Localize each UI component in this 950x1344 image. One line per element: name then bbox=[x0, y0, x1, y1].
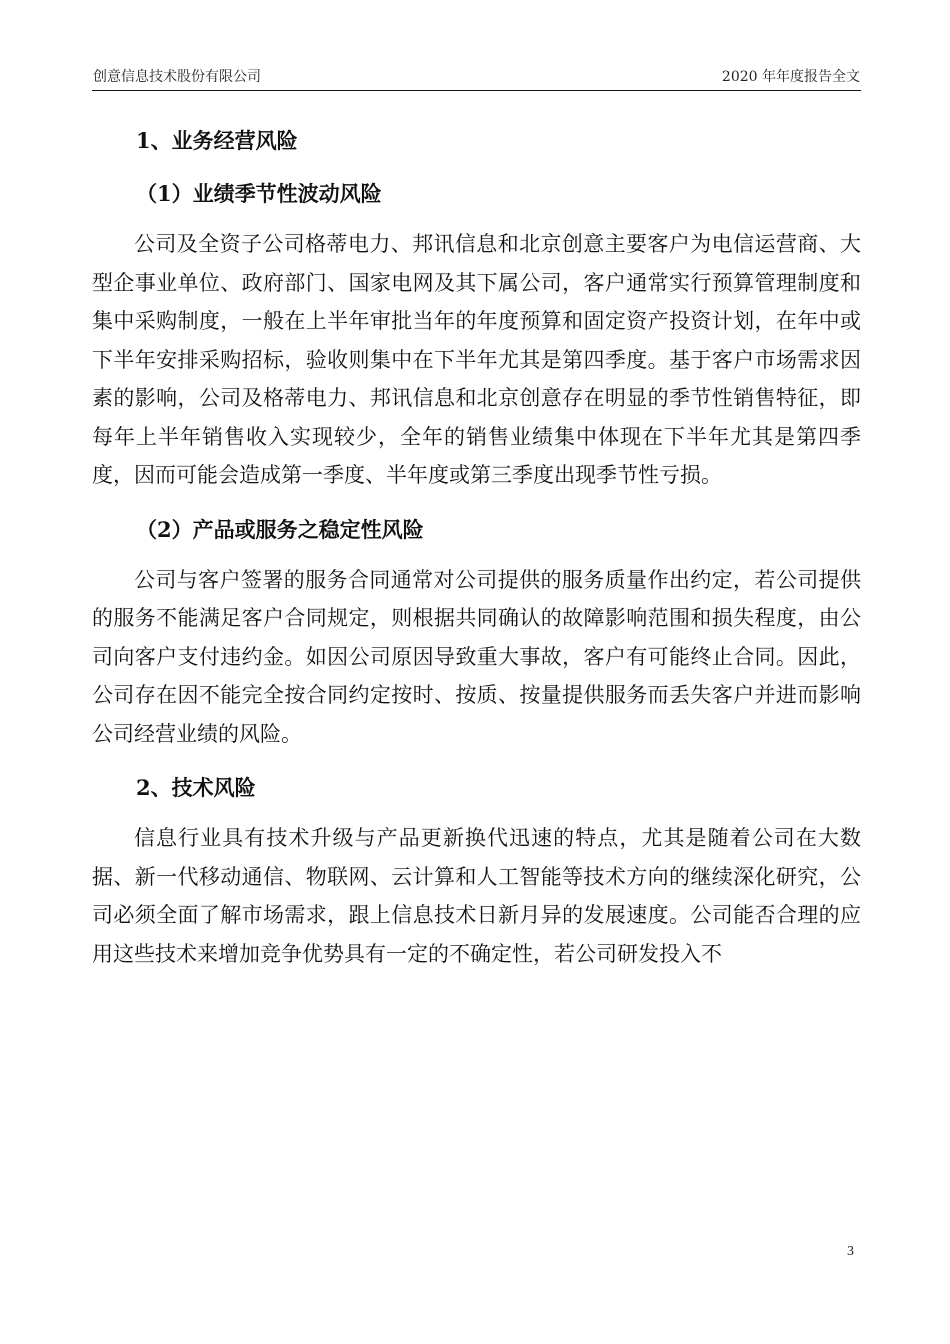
subsection-heading-seasonality: （1）业绩季节性波动风险 bbox=[136, 181, 382, 206]
spacer bbox=[92, 753, 861, 773]
paragraph-stability: 公司与客户签署的服务合同通常对公司提供的服务质量作出约定，若公司提供的服务不能满足客户合同规定，则根据共同确认的故障影响范围和损失程度，由公司向客户支付违约金。如因公司原因导致重大事故，客户有可能终止合同。因此，公司存在因不能完全按合同约定按时、按质、按量提供服务而丢失客户并进而影响公司经营业绩的风险。 bbox=[92, 567, 861, 746]
spacer bbox=[92, 495, 861, 515]
subsection-heading-stability: （2）产品或服务之稳定性风险 bbox=[136, 516, 424, 542]
paragraph-tech-risk: 信息行业具有技术升级与产品更新换代迅速的特点，尤其是随着公司在大数据、新一代移动通信、物联网、云计算和人工智能等技术方向的继续深化研究，公司必须全面了解市场需求，跟上信息技术日新月异的发展速度。公司能否合理的应用这些技术来增加竞争优势具有一定的不确定性，若公司研发投入不 bbox=[92, 826, 861, 966]
header-company: 创意信息技术股份有限公司 bbox=[93, 69, 261, 85]
page-number: 3 bbox=[847, 1244, 854, 1259]
header-report-title: 2020 年年度报告全文 bbox=[721, 69, 860, 85]
document-body bbox=[92, 112, 861, 973]
section-heading-business-risk: 1、业务经营风险 bbox=[136, 128, 298, 153]
section-heading-tech-risk: 2、技术风险 bbox=[136, 775, 256, 800]
paragraph-seasonality: 公司及全资子公司格蒂电力、邦讯信息和北京创意主要客户为电信运营商、大型企事业单位、政府部门、国家电网及其下属公司，客户通常实行预算管理制度和集中采购制度，一般在上半年审批当年的年度预算和固定资产投资计划，在年中或下半年安排采购招标，验收则集中在下半年尤其是第四季度。基于客户市场需求因素的影响，公司及格蒂电力、邦讯信息和北京创意存在明显的季节性销售特征，即每年上半年销售收入实现较少，全年的销售业绩集中体现在下半年尤其是第四季度，因而可能会造成第一季度、半年度或第三季度出现季节性亏损。 bbox=[92, 232, 861, 487]
header-rule bbox=[92, 90, 861, 91]
